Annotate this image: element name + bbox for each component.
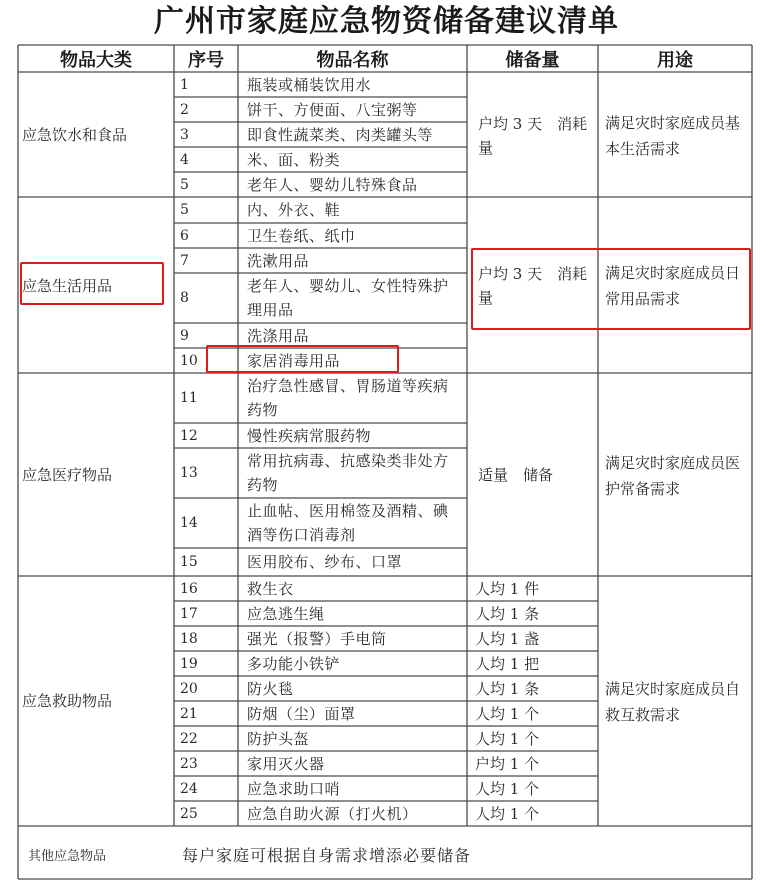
row-number: 1: [180, 76, 189, 93]
row-number: 17: [180, 605, 198, 622]
highlight-box-quantity-purpose: [471, 248, 751, 330]
row-item-name: 多功能小铁铲: [247, 654, 341, 673]
row-item-name: 应急求助口哨: [247, 779, 341, 798]
row-item-name: 医用胶布、纱布、口罩: [247, 553, 403, 571]
row-number: 18: [180, 630, 198, 647]
row-item-name: 卫生卷纸、纸巾: [247, 226, 356, 245]
row-quantity: 人均 1 条: [475, 680, 540, 698]
row-number: 3: [180, 126, 189, 143]
purpose-daily-necessities: 满足灾时家庭成员日常用品需求: [605, 264, 741, 308]
row-number: 19: [180, 655, 198, 672]
row-quantity: 人均 1 个: [475, 705, 540, 723]
row-item-name: 即食性蔬菜类、肉类罐头等: [247, 125, 434, 144]
header-number: 序号: [188, 50, 224, 71]
category-food-water: 应急饮水和食品: [22, 126, 128, 144]
row-number: 23: [180, 755, 198, 772]
purpose-rescue: 满足灾时家庭成员自救互救需求: [605, 680, 741, 724]
row-number: 9: [180, 327, 189, 344]
quantity-food-water: 户均 3 天 消耗量: [478, 115, 588, 157]
row-number: 5: [180, 202, 189, 218]
row-number: 10: [180, 352, 198, 369]
row-quantity: 人均 1 个: [475, 805, 540, 823]
row-number: 16: [180, 580, 198, 597]
other-note: 每户家庭可根据自身需求增添必要储备: [182, 845, 472, 865]
highlight-box-item: [206, 345, 399, 373]
row-number: 4: [180, 151, 189, 168]
highlight-box-category: [20, 262, 164, 305]
row-quantity: 人均 1 盏: [475, 630, 540, 648]
row-item-name: 常用抗病毒、抗感染类非处方药物: [247, 452, 449, 494]
row-number: 13: [180, 465, 198, 481]
row-item-name: 家居消毒用品: [247, 351, 341, 370]
row-quantity: 户均 1 个: [475, 755, 540, 773]
header-quantity: 储备量: [505, 50, 560, 71]
row-item-name: 米、面、粉类: [247, 150, 341, 169]
row-number: 11: [180, 390, 198, 406]
row-item-name: 老年人、婴幼儿特殊食品: [247, 175, 418, 194]
row-item-name: 治疗急性感冒、胃肠道等疾病药物: [247, 377, 449, 419]
row-item-name: 防烟（尘）面罩: [247, 704, 356, 723]
row-quantity: 人均 1 件: [475, 580, 540, 598]
row-item-name: 止血帖、医用棉签及酒精、碘酒等伤口消毒剂: [247, 502, 449, 544]
row-item-name: 老年人、婴幼儿、女性特殊护理用品: [247, 277, 449, 319]
row-quantity: 人均 1 个: [475, 730, 540, 748]
header-category: 物品大类: [60, 50, 132, 71]
row-number: 21: [180, 705, 198, 722]
row-quantity: 人均 1 个: [475, 780, 540, 798]
page-title: 广州市家庭应急物资储备建议清单: [154, 4, 619, 39]
purpose-food-water: 满足灾时家庭成员基本生活需求: [605, 114, 741, 158]
row-number: 12: [180, 427, 198, 444]
category-medical: 应急医疗物品: [22, 466, 113, 484]
row-item-name: 饼干、方便面、八宝粥等: [247, 100, 418, 119]
row-number: 14: [180, 515, 198, 531]
row-number: 7: [180, 252, 189, 269]
row-item-name: 慢性疾病常服药物: [247, 426, 372, 445]
row-item-name: 救生衣: [247, 579, 294, 598]
quantity-daily-necessities: 户均 3 天 消耗量: [478, 265, 588, 307]
row-item-name: 洗漱用品: [247, 251, 310, 270]
category-other: 其他应急物品: [28, 848, 107, 864]
row-number: 8: [180, 290, 189, 306]
row-number: 25: [180, 805, 198, 822]
row-item-name: 洗涤用品: [247, 326, 310, 345]
purpose-medical: 满足灾时家庭成员医护常备需求: [605, 454, 741, 498]
row-number: 20: [180, 680, 198, 697]
row-item-name: 瓶装或桶装饮用水: [247, 75, 372, 94]
row-item-name: 应急逃生绳: [247, 604, 325, 623]
category-rescue: 应急救助物品: [22, 692, 113, 710]
row-number: 15: [180, 554, 198, 570]
header-purpose: 用途: [657, 50, 693, 71]
row-item-name: 强光（报警）手电筒: [247, 629, 387, 648]
row-number: 2: [180, 101, 189, 118]
row-quantity: 人均 1 条: [475, 605, 540, 623]
header-item-name: 物品名称: [316, 50, 389, 71]
row-quantity: 人均 1 把: [475, 655, 540, 673]
row-item-name: 家用灭火器: [247, 754, 325, 773]
row-number: 24: [180, 780, 198, 797]
row-item-name: 防护头盔: [247, 729, 310, 748]
row-item-name: 防火毯: [247, 679, 294, 698]
category-daily-necessities: 应急生活用品: [22, 277, 113, 295]
row-item-name: 内、外衣、鞋: [247, 201, 341, 219]
row-item-name: 应急自助火源（打火机）: [247, 804, 418, 823]
row-number: 22: [180, 730, 198, 747]
row-number: 5: [180, 176, 189, 193]
row-number: 6: [180, 227, 189, 244]
quantity-medical: 适量 储备: [478, 465, 554, 484]
